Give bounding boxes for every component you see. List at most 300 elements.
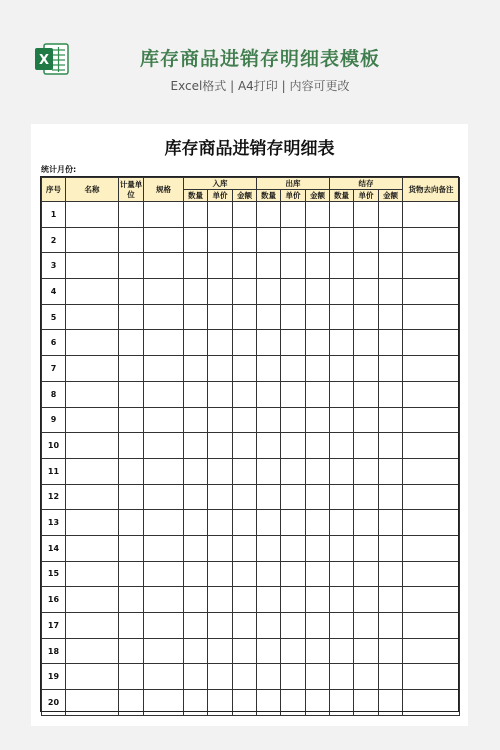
table-cell[interactable] (119, 458, 144, 484)
table-cell[interactable] (119, 253, 144, 279)
table-cell[interactable] (144, 561, 184, 587)
table-cell[interactable] (379, 433, 403, 459)
table-cell[interactable] (119, 227, 144, 253)
table-cell[interactable] (184, 202, 208, 228)
table-cell[interactable] (281, 690, 306, 716)
table-cell[interactable] (66, 279, 119, 305)
table-cell[interactable] (66, 381, 119, 407)
table-cell[interactable] (233, 638, 257, 664)
table-cell[interactable] (66, 690, 119, 716)
table-cell[interactable] (379, 664, 403, 690)
table-cell[interactable] (184, 587, 208, 613)
table-cell[interactable] (403, 638, 460, 664)
table-cell[interactable] (379, 356, 403, 382)
header-destination: 货物去向备注 (403, 178, 460, 202)
row-number: 9 (42, 407, 66, 433)
table-cell[interactable] (403, 458, 460, 484)
table-cell[interactable] (184, 535, 208, 561)
table-cell[interactable] (379, 227, 403, 253)
table-cell[interactable] (233, 613, 257, 639)
table-cell[interactable] (354, 535, 379, 561)
table-cell[interactable] (144, 535, 184, 561)
table-cell[interactable] (233, 484, 257, 510)
table-cell[interactable] (119, 638, 144, 664)
table-cell[interactable] (306, 561, 330, 587)
table-cell[interactable] (330, 613, 354, 639)
header-in-group: 入库 (184, 178, 257, 190)
table-cell[interactable] (208, 202, 233, 228)
table-cell[interactable] (354, 356, 379, 382)
table-cell[interactable] (354, 587, 379, 613)
table-cell[interactable] (208, 330, 233, 356)
table-cell[interactable] (184, 561, 208, 587)
table-cell[interactable] (379, 279, 403, 305)
table-cell[interactable] (330, 484, 354, 510)
table-cell[interactable] (119, 690, 144, 716)
row-number: 1 (42, 202, 66, 228)
table-cell[interactable] (144, 227, 184, 253)
table-cell[interactable] (281, 202, 306, 228)
table-cell[interactable] (257, 407, 281, 433)
table-cell[interactable] (330, 561, 354, 587)
table-cell[interactable] (330, 279, 354, 305)
table-cell[interactable] (403, 356, 460, 382)
table-cell[interactable] (330, 202, 354, 228)
table-cell[interactable] (144, 638, 184, 664)
table-cell[interactable] (144, 356, 184, 382)
table-cell[interactable] (144, 407, 184, 433)
table-cell[interactable] (144, 433, 184, 459)
header-unit: 计量单位 (119, 178, 144, 202)
table-cell[interactable] (306, 535, 330, 561)
table-cell[interactable] (379, 253, 403, 279)
table-cell[interactable] (66, 330, 119, 356)
table-cell[interactable] (354, 638, 379, 664)
table-cell[interactable] (208, 356, 233, 382)
table-cell[interactable] (281, 253, 306, 279)
table-cell[interactable] (119, 433, 144, 459)
table-cell[interactable] (66, 664, 119, 690)
table-cell[interactable] (379, 690, 403, 716)
table-cell[interactable] (257, 227, 281, 253)
table-cell[interactable] (306, 433, 330, 459)
table-cell[interactable] (330, 304, 354, 330)
table-cell[interactable] (233, 227, 257, 253)
table-cell[interactable] (66, 304, 119, 330)
table-cell[interactable] (257, 690, 281, 716)
table-cell[interactable] (184, 690, 208, 716)
table-cell[interactable] (403, 330, 460, 356)
header-balance-qty: 数量 (330, 190, 354, 202)
table-cell[interactable] (119, 279, 144, 305)
table-cell[interactable] (184, 304, 208, 330)
table-cell[interactable] (119, 304, 144, 330)
table-cell[interactable] (403, 690, 460, 716)
table-row (42, 484, 460, 510)
row-number: 19 (42, 664, 66, 690)
table-body (42, 202, 460, 716)
table-cell[interactable] (257, 561, 281, 587)
table-cell[interactable] (354, 304, 379, 330)
table-cell[interactable] (330, 330, 354, 356)
table-cell[interactable] (354, 690, 379, 716)
table-cell[interactable] (119, 330, 144, 356)
table-cell[interactable] (119, 613, 144, 639)
table-cell[interactable] (66, 356, 119, 382)
row-number: 13 (42, 510, 66, 536)
row-number: 7 (42, 356, 66, 382)
table-cell[interactable] (233, 510, 257, 536)
table-cell[interactable] (379, 381, 403, 407)
table-cell[interactable] (330, 664, 354, 690)
row-number: 14 (42, 535, 66, 561)
table-cell[interactable] (330, 638, 354, 664)
table-cell[interactable] (306, 510, 330, 536)
table-cell[interactable] (281, 484, 306, 510)
spreadsheet-preview (31, 124, 468, 726)
excel-icon-letter: X (38, 53, 50, 68)
table-cell[interactable] (184, 227, 208, 253)
table-row (42, 613, 460, 639)
table-cell[interactable] (306, 690, 330, 716)
table-cell[interactable] (354, 458, 379, 484)
table-cell[interactable] (184, 279, 208, 305)
table-cell[interactable] (66, 510, 119, 536)
table-cell[interactable] (379, 587, 403, 613)
table-cell[interactable] (233, 202, 257, 228)
table-cell[interactable] (233, 381, 257, 407)
table-cell[interactable] (257, 664, 281, 690)
table-cell[interactable] (257, 484, 281, 510)
table-cell[interactable] (281, 227, 306, 253)
header-out-price: 单价 (281, 190, 306, 202)
table-cell[interactable] (208, 638, 233, 664)
table-cell[interactable] (354, 202, 379, 228)
table-cell[interactable] (281, 330, 306, 356)
table-cell[interactable] (306, 330, 330, 356)
table-cell[interactable] (233, 433, 257, 459)
table-cell[interactable] (306, 664, 330, 690)
table-cell[interactable] (257, 433, 281, 459)
table-cell[interactable] (403, 279, 460, 305)
table-cell[interactable] (257, 356, 281, 382)
table-cell[interactable] (330, 356, 354, 382)
table-cell[interactable] (379, 510, 403, 536)
row-number: 16 (42, 587, 66, 613)
table-cell[interactable] (306, 407, 330, 433)
table-cell[interactable] (354, 381, 379, 407)
table-cell[interactable] (144, 484, 184, 510)
table-cell[interactable] (330, 510, 354, 536)
table-cell[interactable] (144, 279, 184, 305)
table-cell[interactable] (208, 407, 233, 433)
table-row (42, 690, 460, 716)
table-cell[interactable] (281, 279, 306, 305)
table-cell[interactable] (354, 510, 379, 536)
table-cell[interactable] (233, 458, 257, 484)
table-cell[interactable] (281, 510, 306, 536)
table-cell[interactable] (257, 381, 281, 407)
table-cell[interactable] (403, 202, 460, 228)
header-out-amount: 金额 (306, 190, 330, 202)
table-cell[interactable] (281, 433, 306, 459)
table-cell[interactable] (233, 330, 257, 356)
header-in-price: 单价 (208, 190, 233, 202)
table-cell[interactable] (257, 510, 281, 536)
table-cell[interactable] (379, 202, 403, 228)
table-cell[interactable] (144, 253, 184, 279)
table-cell[interactable] (66, 253, 119, 279)
table-cell[interactable] (306, 202, 330, 228)
table-cell[interactable] (257, 458, 281, 484)
table-cell[interactable] (379, 484, 403, 510)
table-cell[interactable] (330, 587, 354, 613)
table-row (42, 587, 460, 613)
table-cell[interactable] (66, 458, 119, 484)
table-cell[interactable] (330, 458, 354, 484)
table-cell[interactable] (403, 510, 460, 536)
table-cell[interactable] (403, 484, 460, 510)
table-cell[interactable] (306, 613, 330, 639)
table-cell[interactable] (233, 690, 257, 716)
table-cell[interactable] (66, 227, 119, 253)
table-cell[interactable] (281, 613, 306, 639)
table-cell[interactable] (306, 381, 330, 407)
table-cell[interactable] (208, 664, 233, 690)
table-cell[interactable] (119, 664, 144, 690)
table-cell[interactable] (208, 253, 233, 279)
table-row (42, 535, 460, 561)
table-cell[interactable] (119, 202, 144, 228)
row-number: 15 (42, 561, 66, 587)
table-cell[interactable] (403, 561, 460, 587)
table-cell[interactable] (257, 330, 281, 356)
header-seq: 序号 (42, 178, 66, 202)
table-cell[interactable] (354, 330, 379, 356)
table-cell[interactable] (208, 561, 233, 587)
table-cell[interactable] (281, 304, 306, 330)
table-cell[interactable] (184, 613, 208, 639)
table-cell[interactable] (257, 587, 281, 613)
table-cell[interactable] (306, 458, 330, 484)
table-cell[interactable] (184, 458, 208, 484)
table-cell[interactable] (119, 484, 144, 510)
table-cell[interactable] (257, 613, 281, 639)
table-cell[interactable] (354, 561, 379, 587)
table-cell[interactable] (233, 561, 257, 587)
table-cell[interactable] (306, 227, 330, 253)
table-cell[interactable] (208, 227, 233, 253)
table-cell[interactable] (354, 407, 379, 433)
table-cell[interactable] (144, 304, 184, 330)
table-cell[interactable] (208, 613, 233, 639)
table-cell[interactable] (354, 613, 379, 639)
table-cell[interactable] (66, 484, 119, 510)
table-cell[interactable] (354, 227, 379, 253)
table-cell[interactable] (281, 587, 306, 613)
table-cell[interactable] (281, 535, 306, 561)
table-cell[interactable] (306, 279, 330, 305)
table-row (42, 561, 460, 587)
table-cell[interactable] (354, 664, 379, 690)
table-row (42, 304, 460, 330)
table-cell[interactable] (403, 613, 460, 639)
table-cell[interactable] (144, 587, 184, 613)
table-row (42, 330, 460, 356)
table-cell[interactable] (233, 356, 257, 382)
table-cell[interactable] (257, 304, 281, 330)
table-cell[interactable] (257, 535, 281, 561)
table-cell[interactable] (184, 407, 208, 433)
table-cell[interactable] (257, 202, 281, 228)
table-cell[interactable] (330, 433, 354, 459)
table-cell[interactable] (403, 304, 460, 330)
table-cell[interactable] (281, 664, 306, 690)
table-cell[interactable] (66, 407, 119, 433)
table-cell[interactable] (379, 535, 403, 561)
table-cell[interactable] (184, 484, 208, 510)
table-cell[interactable] (379, 330, 403, 356)
table-cell[interactable] (354, 484, 379, 510)
table-cell[interactable] (144, 613, 184, 639)
table-cell[interactable] (403, 381, 460, 407)
table-cell[interactable] (330, 690, 354, 716)
table-cell[interactable] (144, 202, 184, 228)
table-cell[interactable] (208, 484, 233, 510)
table-cell[interactable] (379, 304, 403, 330)
table-cell[interactable] (330, 227, 354, 253)
table-cell[interactable] (233, 587, 257, 613)
table-cell[interactable] (306, 253, 330, 279)
table-cell[interactable] (403, 587, 460, 613)
table-cell[interactable] (144, 330, 184, 356)
table-cell[interactable] (184, 510, 208, 536)
table-cell[interactable] (144, 381, 184, 407)
table-cell[interactable] (184, 638, 208, 664)
table-cell[interactable] (184, 381, 208, 407)
table-cell[interactable] (119, 561, 144, 587)
table-cell[interactable] (144, 690, 184, 716)
table-cell[interactable] (257, 253, 281, 279)
table-cell[interactable] (354, 279, 379, 305)
table-row (42, 202, 460, 228)
table-cell[interactable] (379, 638, 403, 664)
table-row (42, 638, 460, 664)
table-cell[interactable] (184, 253, 208, 279)
table-cell[interactable] (233, 253, 257, 279)
page-title: 库存商品进销存明细表模板 (139, 48, 380, 70)
header-balance-amount: 金额 (379, 190, 403, 202)
table-cell[interactable] (281, 407, 306, 433)
table-cell[interactable] (306, 638, 330, 664)
table-cell[interactable] (233, 535, 257, 561)
table-cell[interactable] (208, 458, 233, 484)
table-cell[interactable] (184, 330, 208, 356)
table-cell[interactable] (66, 535, 119, 561)
table-cell[interactable] (403, 535, 460, 561)
table-cell[interactable] (208, 279, 233, 305)
table-cell[interactable] (66, 587, 119, 613)
table-cell[interactable] (257, 638, 281, 664)
table-cell[interactable] (208, 535, 233, 561)
table-cell[interactable] (281, 381, 306, 407)
page-subtitle: Excel格式 | A4打印 | 内容可更改 (170, 79, 350, 93)
table-cell[interactable] (306, 587, 330, 613)
table-cell[interactable] (233, 279, 257, 305)
table-cell[interactable] (66, 613, 119, 639)
table-cell[interactable] (306, 304, 330, 330)
table-cell[interactable] (403, 664, 460, 690)
table-cell[interactable] (144, 510, 184, 536)
table-cell[interactable] (281, 638, 306, 664)
table-cell[interactable] (281, 561, 306, 587)
table-cell[interactable] (119, 407, 144, 433)
table-cell[interactable] (403, 407, 460, 433)
table-cell[interactable] (379, 407, 403, 433)
table-cell[interactable] (119, 356, 144, 382)
table-cell[interactable] (208, 304, 233, 330)
table-cell[interactable] (281, 458, 306, 484)
table-cell[interactable] (403, 227, 460, 253)
table-cell[interactable] (403, 433, 460, 459)
header-balance-group: 结存 (330, 178, 403, 190)
header-out-qty: 数量 (257, 190, 281, 202)
table-cell[interactable] (330, 381, 354, 407)
table-cell[interactable] (208, 381, 233, 407)
table-cell[interactable] (330, 407, 354, 433)
table-cell[interactable] (306, 356, 330, 382)
table-cell[interactable] (233, 664, 257, 690)
table-cell[interactable] (208, 510, 233, 536)
table-cell[interactable] (233, 304, 257, 330)
table-cell[interactable] (119, 535, 144, 561)
sheet-title: 库存商品进销存明细表 (164, 139, 335, 159)
table-cell[interactable] (184, 433, 208, 459)
table-cell[interactable] (208, 690, 233, 716)
table-cell[interactable] (306, 484, 330, 510)
table-cell[interactable] (281, 356, 306, 382)
table-row (42, 433, 460, 459)
table-row (42, 510, 460, 536)
row-number: 6 (42, 330, 66, 356)
table-cell[interactable] (330, 253, 354, 279)
table-cell[interactable] (66, 638, 119, 664)
table-cell[interactable] (403, 253, 460, 279)
table-cell[interactable] (379, 458, 403, 484)
table-cell[interactable] (379, 561, 403, 587)
table-cell[interactable] (354, 433, 379, 459)
table-cell[interactable] (119, 510, 144, 536)
table-cell[interactable] (119, 587, 144, 613)
table-cell[interactable] (144, 458, 184, 484)
inventory-table (41, 177, 460, 716)
table-cell[interactable] (330, 535, 354, 561)
table-cell[interactable] (354, 253, 379, 279)
table-cell[interactable] (379, 613, 403, 639)
table-cell[interactable] (208, 587, 233, 613)
table-cell[interactable] (184, 356, 208, 382)
table-cell[interactable] (144, 664, 184, 690)
table-cell[interactable] (66, 561, 119, 587)
table-cell[interactable] (119, 381, 144, 407)
table-cell[interactable] (66, 433, 119, 459)
table-row (42, 664, 460, 690)
table-cell[interactable] (184, 664, 208, 690)
table-cell[interactable] (257, 279, 281, 305)
table-cell[interactable] (66, 202, 119, 228)
table-cell[interactable] (233, 407, 257, 433)
table-cell[interactable] (208, 433, 233, 459)
